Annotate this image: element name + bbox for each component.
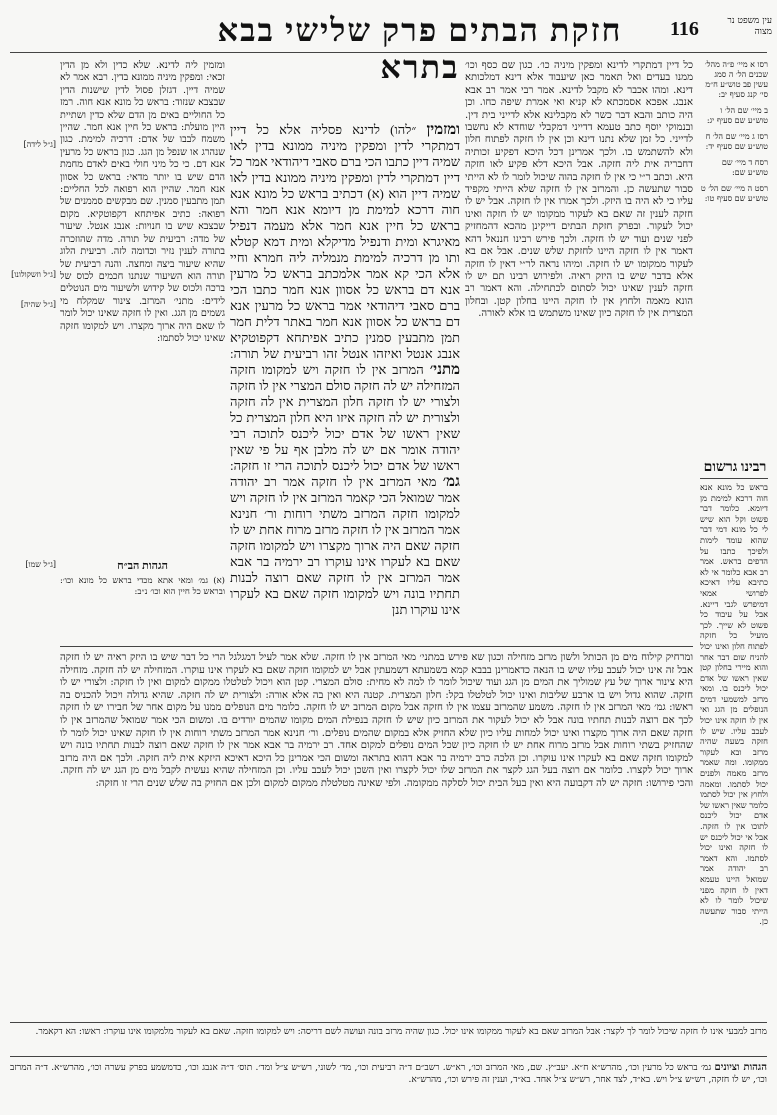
ein-mishpat-item: רסח ד מיי׳ שם טוש״ע שם: — [721, 158, 768, 177]
ein-mishpat-item: רסז ג מיי׳ שם הל׳ ח טוש״ע שם סעיף יד: — [705, 132, 768, 151]
ein-mishpat-item: ב מיי׳ שם הל׳ ו טוש״ע שם סעיף יג: — [706, 106, 768, 125]
ein-mishpat-item: רסו א מיי׳ פ״ה מהל׳ שכנים הל׳ ה סמג עשין פב טוש״ע ח״מ סי׳ קנג סעיף יב: — [704, 60, 768, 99]
mishnah-text: המרזב אין לו חזקה ויש למקומו חזקה המזחילה יש לה חזקה סולם המצרי אין לו חזקה ולצורי יש לו חזקה חלון המצרית אין לה חזקה ולצורית יש לה חזקה איזו היא חלון המצרית כל שאין ראשו של אדם יכול ליכנס לתוכה רבי יהודה אומר אם יש לה מלבן אף על פי שאין ראשו של אדם יכול ליכנס לתוכה הרי זו חזקה: — [230, 362, 460, 473]
left-margin-note: [ג״ל שהיה] — [20, 300, 56, 309]
footer-rule-top — [10, 1022, 767, 1023]
gemara-label: גמ׳ — [442, 474, 460, 490]
gershom-rule — [700, 478, 768, 479]
left-margin-note: [ג״ל לידה] — [23, 140, 56, 149]
page-number: 116 — [670, 18, 699, 40]
ein-mishpat-label: עין משפט נר מצוה — [727, 16, 772, 37]
left-margin-notes — [10, 140, 56, 620]
ein-mishpat-column — [700, 60, 768, 290]
footer-rule-mid — [10, 1056, 767, 1057]
rabbeinu-gershom-title: רבינו גרשום — [703, 460, 767, 475]
rabbeinu-gershom-text: בראש כל מונא אנא חוה דרכא למימת מן דיומא. כלומר דבר פשוט וקל הוא שיש לי כל מונא דמי דבר שהוא עומד לימות ולפיכך כתבו על הדפים בראש. אמר רב אבא כלומר אי לא כתיבא עליו דאיכא לפרושי אמאי דמיפרש לגבי דיינא. אבל על עיבוד כל פשוט לא שייך. לכך מועיל כל חזקה לפתוח חלון ואינו יכול להניח שום דבר אחר והוא מיירי בחלון קטן שאין ראשו של אדם יכול ליכנס בו. ומאי מרזב למשמעי דמים הנופלים מן הגג ואי אין לו חזקה אינו יכול לעכב עליו. שיש לו חזקה בשעה שהיה מרזב ובא לעקור ממקומו. ומה שאמר מרזב מאמה ולפנים יכול לסתמו. ומאמה ולחוץ אין יכול לסתמו כלומר שאין ראשו של אדם יכול ליכנס לתוכו אין לו חזקה. אבל אי יכול ליכנס יש לו חזקה ואינו יכול לסתמו. והא דאמר רב יהודה אמר שמואל היינו טעמא דאין לו חזקה מפני שיכול לומר לו לא הייתי סבור שתעשה כן. — [700, 482, 768, 927]
hagahot-vetziyunim-label: הגהות וציונים — [714, 1062, 767, 1073]
gemara-text: ״להו) לדינא פסליה אלא כל דיין דמתקרי לדין ומפקין מיניה ממונא בדין לאו שמיה דיין כתבו הכי ברם סאבי דיהודאי אמר כל דיין דמתקרי לדין ומפקין מיניה ממונא בדין לאו שמיה דיין הוא (א) דכתיב בראש כל מונא אנא חוה דרכא למימת מן דיומא אנא חמר והא בראש כל חיין אנא חמר אלא מעמה דנפיל מאיגרא ומית ודנפיל מדיקלא ומית דמא קטלא ותו מן דרכיה למימת מנמליה ליה חמרא וחיי אלא הכי קא אמר אלמכתב בראש כל מרעין אנא דם בראש כל אסוון אנא חמר כתבו הכי ברם סאבי דיהודאי אמר בראש כל מרעין אנא דם בראש כל אסוון אנא חמר באתר דלית חמר תמן מתבעין סמנין כתיב אפיתחא דקפוטקיא אנבג אנטל ואיזהו אנטל זהו רביעית של תורה: — [230, 122, 460, 361]
rashbam-rule — [60, 646, 693, 647]
page-title: חזקת הבתים פרק שלישי בבא בתרא — [217, 12, 623, 85]
hagahot-vetziyunim — [10, 1062, 767, 1110]
left-margin-note: [ג״ל שמו] — [25, 560, 56, 569]
gemara-opening-word: ומזמין — [426, 122, 460, 138]
rashbam-column: ומרחיק קילוח מים מן הכותל ולשון מרזב מזחילה וכגון שא פירש במתני׳ מאי המרזב אין לו חזקה. שלא אמר לעיל דמגלגל הרי כל דבר שיש בו היזק ראיה יש לו חזקה אבל זה אינו יכול לעכב עליו שיש בו הנאה כדאמרינן בבבא קמא בשמעתא דשמעתין אבל יש למקומו חזקה שאם בא לעקרו אינו עוקרו. המזחילה יש לה חזקה. מזחילה היא צינור ארוך של עץ שמוליך את המים מן הגג ועוד שיכול לומר לו למה לא מחית: סולם המצרי. קטן הוא ויכול לטלטלו ממקום למקום ואין לו חזקה: ולצורי יש לו חזקה. שהוא גדול ויש בו ארבע שליבות ואינו יכול לטלטלו בקל: חלון המצרית. קטנה היא ואין בה אלא אורה: ולצורית יש לה חזקה. שהיא גדולה ויכול להכניס בה ראשו: גמ׳ מאי המרזב אין לו חזקה. משמע שהמרזב עצמו אין לו חזקה אבל מקום המרזב יש לו חזקה. כלומר מים הנופלים ממנו על מקום אחר של חבירו יש לו חזקה לכך אם רוצה לבנות תחתיו בונה אבל לא יכול לעקור את המרזב כיון שיש לו חזקה בנפילת המים מקומו שהמים יורדים בו. ומשום הכי אמר שמואל שהמרזב אין לו חזקה שאם היה ארוך מקצרו ואינו יכול למחות עליו כיון שלא החזיק אלא במקום שהמים נופלים. ור׳ חנינא אמר המרזב משתי רוחות אין לו חזקה שאינו יכול לומר לו שהחזיק בשתי רוחות אבל מרזב מרוח אחת יש לו חזקה כיון שכל המים נופלים למקום אחד. רב ירמיה בר אבא אמר אין לו חזקה שאם רוצה לבנות תחתיו בונה ויש למקומו חזקה שאם בא לעקרו אינו עוקרו. וכן הלכה כרב ירמיה בר אבא דהוא בתראה ומשום הכי אמרינן כל היכא דאיכא היזקא אית ליה חזקה. ולכך אם היה מרזב ארוך יכול לקצרו. כלומר אם רוצה בעל הגג לקצר את המרזב שלו יכול לקצרו ואין השכן יכול לעכב עליו. וכן המזחילה שהיא נעשית לקבל מים מן הגג יש לה חזקה. והכי פירושו: חזקה יש לה דקבועה היא ואין בעל הבית יכול לסלקה ממקומה. ולפי שאינה מטלטלת ממקום למקום ולכן אם החזיק בה שלש שנים הרי זו חזקה: — [60, 652, 693, 789]
hagahot-habach-text: (א) גמ׳ ומאי אתא מכדי בראש כל מונא וכו׳: ובראש כל חיין הוא וכו׳ נ״ב: — [60, 576, 225, 597]
ein-mishpat-item: רסט ה מיי׳ שם הל׳ ט טוש״ע שם סעיף טו: — [700, 184, 768, 203]
gemara-column — [230, 122, 460, 642]
inner-commentary-column: ומזמין ליה לדינא. שלא כדין ולא מן הדין זכאי: ומפקין מיניה ממונא בדין. רבא אמר לא שמיה דיין. דגזלן פסול לדין שישנות הדין שבצבא שנזוד: בראש כל מונא אנא חוה. רמז כל החוליים באים מן הדם שלא כדין ושתיית היין מועלת: בראש כל חיין אנא חמר. שהיין משמח לבבו של אדם: דרכיה למימת. כגון שנהרג או שנפל מן הגג. כגון בראש כל מרעין אנא דם. כי כל מיני חולי באים לאדם מחמת הדם שיש בו יותר מדאי: בראש כל אסוון אנא חמר. שהיין הוא רפואה לכל החליים: תמן מתבעין סמנין. שם מבקשים סממנים של רפואה: כתיב אפיתחא דקפוטקיא. מקום שבצבא שיש בו חנויות: אנבג אנטל. שיעור של מדה: רביעית של תורה. מדה שהוזכרה בתורה לענין נזיר וכדומה לזה. רביעית הלוג שהיא שיעור ביצה ומחצה. והנה רביעית של תורה הוא השיעור שנתנו חכמים לכוס של ברכה ולכוס של קידוש ולשיעור מים הנוטלים לידים: מתני׳ המרזב. צינור שמקלח מי גשמים מן הגג. ואין לו חזקה שאינו יכול לומר לו שאם היה ארוך מקצרו. ויש למקומו חזקה שאינו יכול לסתמו: — [60, 60, 225, 344]
tosafot-column: כל דיין דמתקרי לדינא ומפקין מיניה כו׳. כגון שם כסף וכו׳ ממנו בעדים ואל תאמר כאן שיעבוד אלא דינא דמלכותא דינא. ומהו אכבר לא מקבל לדינא. אמר רבי אמר רב אבא אנבג. אפכא אסמכתא לא קניא ואי אמרת שיפה כחו. וכן היה כותב והבא דבר כשר לא מקבלינא אלא לדייני בית דין. ובנמוקי יוסף כתב טעמא דדייני דמקבלי שוחדא לא נחשבו לדייני. כל זמן שלא נתנו דינא וכן אין לו חזקה לפתוח חלון ולא להשתמש בו. ולכך אמרינן דכל היכא דפקיע זכותיה דחבריה אית ליה חזקה. אבל היכא דלא פקיע לאו חזקה היא. וכתב ר״י כי אין לו חזקה בהוה שיכול לומר לו לא הייתי סבור שתעשה כן. והמרזב אין לו חזקה שלא הייתי מקפיד עליו כי לא היה בו היזק. ולכך אמרו אין לו חזקה. אבל יש לו חזקה לענין זה שאם בא לעקור ממקומו יש לו חזקה ואינו יכול לעקור. ובפרק חזקת הבתים דייקינן מהכא דהמחזיק לפני שנים ועוד יש לו חזקה. ולכך פירש רבינו חננאל דהא דאמר אין לו חזקה היינו לחזקת שלש שנים. אבל אם בא לעקור ממקומו יש לו חזקה. ומיהו נראה לר״י דאין לו חזקה אלא בדבר שיש בו היזק ראיה. ולפירוש רבינו תם יש לו חזקה לענין שאינו יכול לסתום לכתחילה. והא דאמר רב הונא מאמה ולחוץ אין לו חזקה היינו בחלון קטן. ובחלון המצרית אין לו חזקה כיון שאינו משתמש בו אלא לאורה. — [465, 60, 693, 320]
mishnah-label: מתני׳ — [429, 362, 460, 378]
left-margin-note: [ג״ל וזשקולונו] — [11, 270, 56, 279]
hagahot-vetziyunim-text: גמ׳ בראש כל מרעין וכו׳, מהרש״א ח״א. יעב״ץ. שם, מאי המרזב וכו׳, רא״ש. רשב״ם ד״ה רביעית וכו׳, מד׳ לשוני, רש״ש צ״ל ומד׳. תוס׳ ד״ה אנבג וכו׳, כדמשמע בפרק עשרה וכו׳, מהרש״א. ד״ה המרזב וכו׳, יש לו חזקה, רש״ש צ״ל ויש. בא״ד, לצד אחר, רש״ש צ״ל אחד. בא״ד, וענין זה פירש וכו׳, מהרש״א. — [10, 1063, 767, 1085]
gemara-discussion-text: מאי המרזב אין לו חזקה אמר רב יהודה אמר שמואל הכי קאמר המרזב אין לו חזקה ויש למקומו חזקה המרזב משתי רוחות ור׳ חנינא אמר המרזב אין לו חזקה מרזב מרוח אחת יש לו חזקה שאם היה ארוך מקצרו ויש למקומו חזקה שאם בא לעקרו אינו עוקרו רב ירמיה בר אבא אמר המרזב אין לו חזקה שאם רוצה לבנות תחתיו בונה ויש למקומו חזקה שאם בא לעקרו אינו עוקרו תנן — [230, 474, 460, 617]
footer-line: מרזב למבעי אינו לו חזקה שיכול לומר לך לקצר: אבל המרזב שאם בא לעקור ממקומו אינו יכול. כגון שהיה מרזב בונה ועושה לשם דריסה: ויש למקומו חזקה. שאם בא לעקור מלמקומו אינו עוקרו: ראשו: הא דקאמר. — [35, 1027, 767, 1037]
header-rule — [10, 52, 767, 53]
hagahot-habach-title: הגהות הב״ח — [117, 560, 168, 572]
